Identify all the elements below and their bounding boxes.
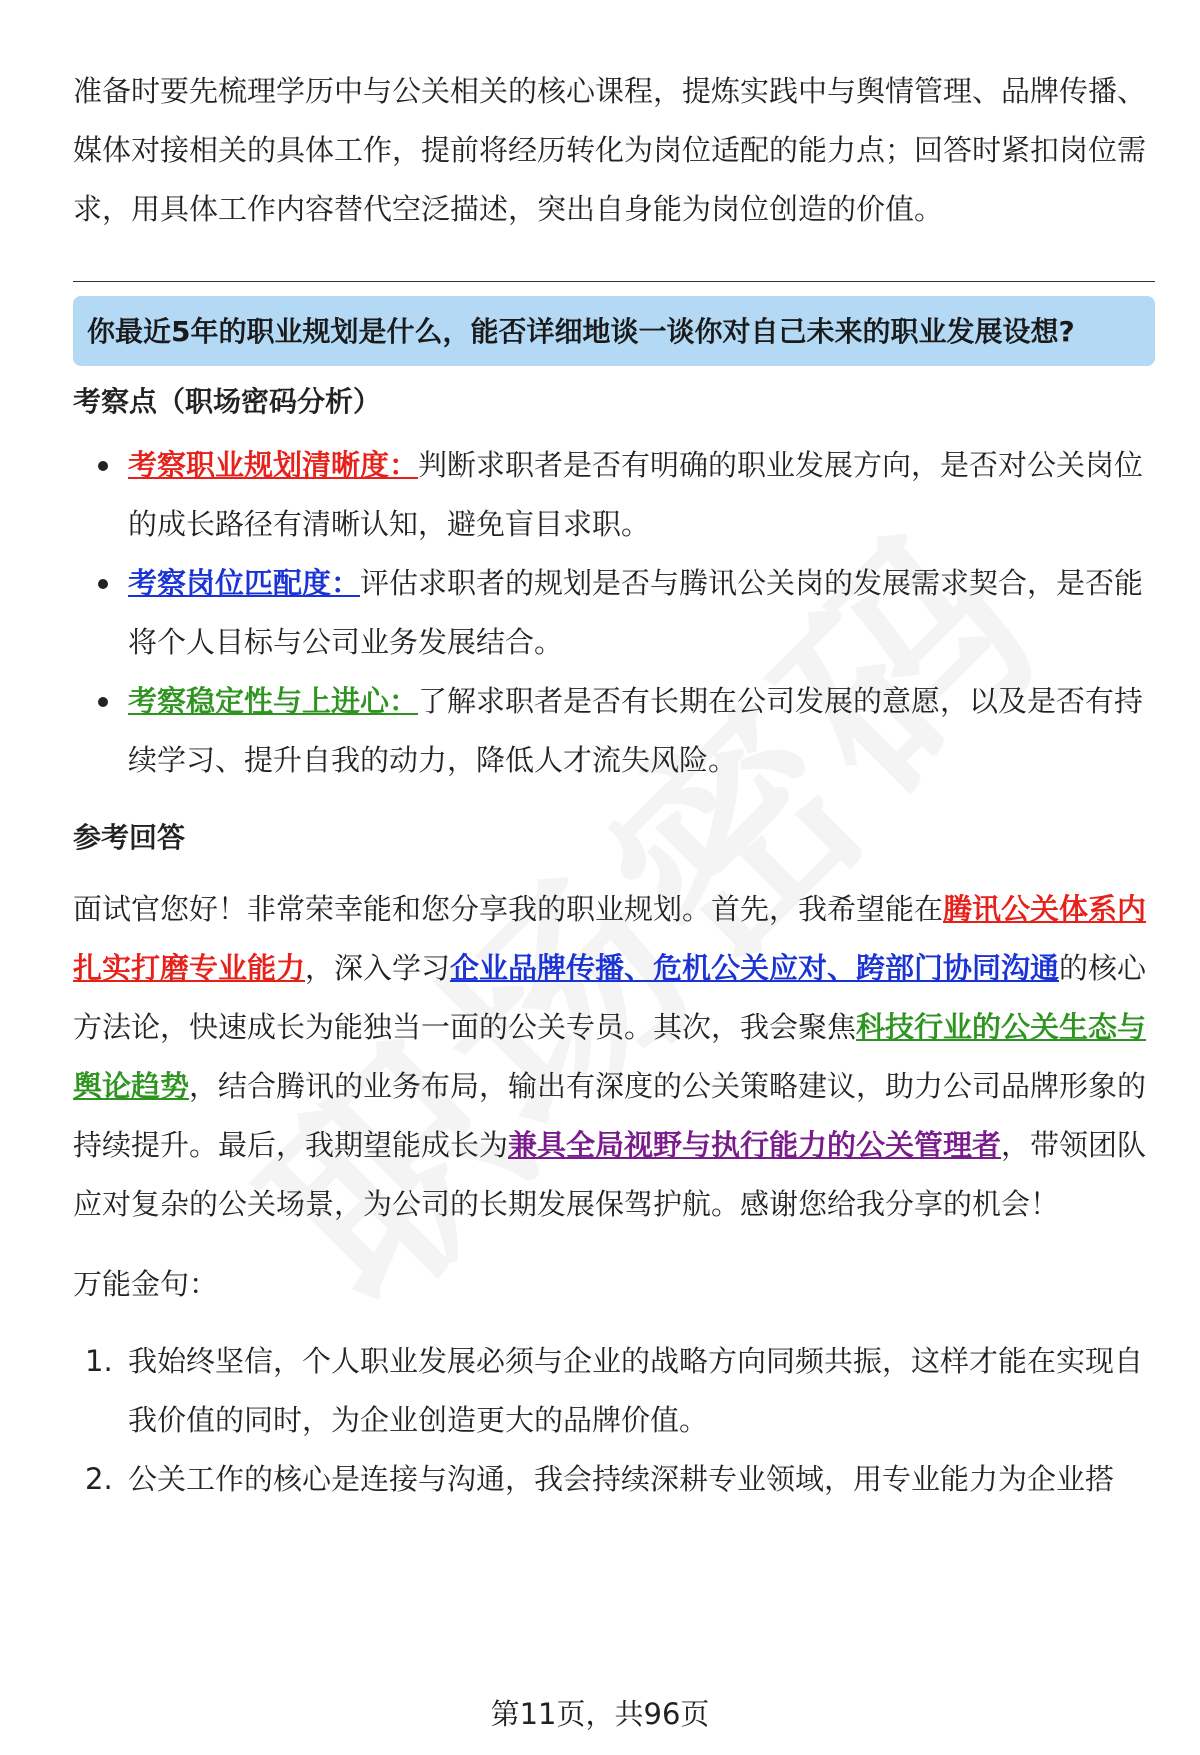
- answer-text: ，结合腾讯的业务布局，输出有深度的公关策略建议，助力公司品牌形象的持续提升。最后，我期望能成长为: [73, 1069, 1147, 1162]
- answer-text: ，深入学习: [305, 951, 451, 985]
- point-text: 了解求职者是否有长期在公司发展的意愿，以及是否有持续学习、提升自我的动力，降低人才流失风险。: [128, 684, 1144, 777]
- answer-highlight: 腾讯公关体系内扎实打磨专业能力: [73, 892, 1147, 985]
- phrase-text: 公关工作的核心是连接与沟通，我会持续深耕专业领域，用专业能力为企业搭: [128, 1462, 1115, 1496]
- item-number: 2.: [85, 1462, 113, 1496]
- answer-text: 面试官您好！非常荣幸能和您分享我的职业规划。首先，我希望能在: [73, 892, 944, 926]
- list-item: [73, 436, 1155, 554]
- point-text: 评估求职者的规划是否与腾讯公关岗的发展需求契合，是否能将个人目标与公司业务发展结合。: [128, 566, 1144, 659]
- golden-phrases: [73, 1332, 1155, 1509]
- bullet-icon: [98, 461, 108, 471]
- section-divider: [73, 281, 1155, 282]
- analysis-title: 考察点（职场密码分析）: [73, 385, 382, 418]
- bullet-icon: [98, 579, 108, 589]
- answer-highlight: 科技行业的公关生态与舆论趋势: [73, 1010, 1147, 1103]
- answer-title: 参考回答: [73, 821, 186, 854]
- list-item: [73, 554, 1155, 672]
- answer-highlight: 企业品牌传播、危机公关应对、跨部门协同沟通: [450, 951, 1060, 985]
- phrase-text: 我始终坚信，个人职业发展必须与企业的战略方向同频共振，这样才能在实现自我价值的同时，为企业创造更大的品牌价值。: [128, 1344, 1144, 1437]
- answer-highlight: 兼具全局视野与执行能力的公关管理者: [508, 1128, 1002, 1162]
- question-box: 你最近5年的职业规划是什么，能否详细地谈一谈你对自己未来的职业发展设想?: [73, 296, 1155, 366]
- point-key: 考察职业规划清晰度：: [128, 448, 419, 482]
- answer-paragraph: [73, 880, 1155, 1234]
- list-item: [73, 1332, 1155, 1450]
- point-key: 考察岗位匹配度：: [128, 566, 361, 600]
- content: [73, 62, 1155, 1509]
- list-item: [73, 1450, 1155, 1509]
- item-number: 1.: [85, 1344, 113, 1378]
- answer-text: 的核心方法论，快速成长为能独当一面的公关专员。其次，我会聚焦: [73, 951, 1147, 1044]
- list-item: [73, 672, 1155, 790]
- point-key: 考察稳定性与上进心：: [128, 684, 419, 718]
- answer-text: ，带领团队应对复杂的公关场景，为公司的长期发展保驾护航。感谢您给我分享的机会！: [73, 1128, 1147, 1221]
- analysis-points: [73, 436, 1155, 790]
- bullet-icon: [98, 697, 108, 707]
- golden-title: 万能金句：: [73, 1267, 219, 1301]
- point-text: 判断求职者是否有明确的职业发展方向，是否对公关岗位的成长路径有清晰认知，避免盲目求职。: [128, 448, 1144, 541]
- intro-paragraph: 准备时要先梳理学历中与公关相关的核心课程，提炼实践中与舆情管理、品牌传播、媒体对接相关的具体工作，提前将经历转化为岗位适配的能力点；回答时紧扣岗位需求，用具体工作内容替代空泛描述，突出自身能为岗位创造的价值。: [73, 74, 1147, 226]
- page-footer: 第11页，共96页: [490, 1697, 710, 1731]
